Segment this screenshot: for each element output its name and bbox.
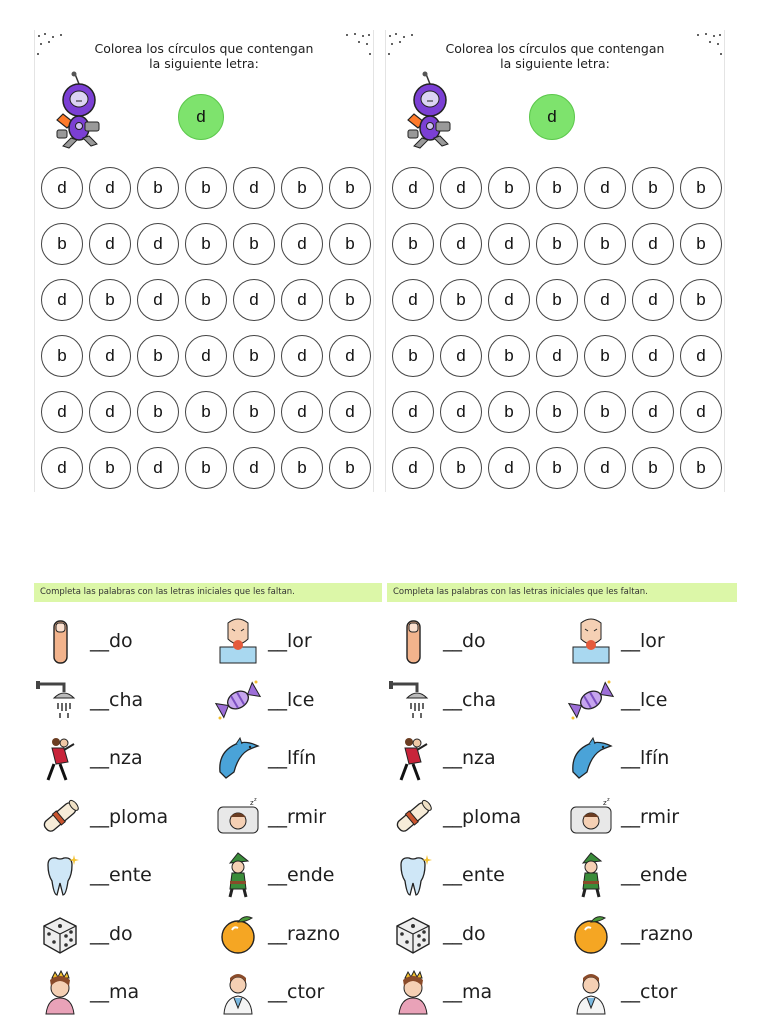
word-item	[387, 846, 557, 905]
peach-icon	[565, 910, 617, 958]
word-column-2	[565, 612, 735, 1022]
grid-row	[38, 216, 374, 272]
letter-circle[interactable]: d	[440, 391, 482, 433]
letter-circle[interactable]: d	[233, 447, 275, 489]
word-column-1	[34, 612, 204, 1022]
letter-circle[interactable]: d	[440, 223, 482, 265]
queen-icon	[34, 968, 86, 1016]
letter-circle[interactable]: d	[137, 447, 179, 489]
word-item	[565, 788, 735, 847]
letter-circle[interactable]: d	[185, 335, 227, 377]
letter-circle[interactable]: b	[632, 167, 674, 209]
letter-circle[interactable]: d	[392, 391, 434, 433]
letter-circle[interactable]: b	[488, 391, 530, 433]
sore-throat-icon	[212, 617, 264, 665]
letter-circle[interactable]: b	[536, 279, 578, 321]
letter-circle[interactable]: b	[680, 447, 722, 489]
word-item	[565, 729, 735, 788]
grid-row	[389, 384, 725, 440]
letter-circle[interactable]: b	[137, 167, 179, 209]
grid-row	[38, 272, 374, 328]
word-blank[interactable]: __lce	[621, 688, 668, 711]
letter-circle[interactable]: b	[233, 335, 275, 377]
word-blank[interactable]: __cha	[443, 688, 497, 711]
letter-circle[interactable]: b	[185, 447, 227, 489]
letter-circle[interactable]: b	[185, 223, 227, 265]
grid-row	[38, 160, 374, 216]
letter-circle[interactable]: b	[488, 335, 530, 377]
word-blank[interactable]: __lor	[268, 630, 312, 653]
sleeping-icon	[212, 793, 264, 841]
letter-circle[interactable]: b	[536, 167, 578, 209]
letter-circle[interactable]: b	[584, 391, 626, 433]
word-blank[interactable]: __do	[443, 922, 486, 945]
letter-worksheet-left	[34, 30, 374, 492]
word-item	[565, 846, 735, 905]
letter-grid	[389, 160, 725, 496]
word-blank[interactable]: __rmir	[621, 805, 680, 828]
worksheet-title	[416, 41, 694, 71]
letter-circle[interactable]: d	[233, 167, 275, 209]
word-item	[212, 905, 382, 964]
word-item	[34, 788, 204, 847]
word-blank[interactable]: __rmir	[268, 805, 327, 828]
word-item	[212, 788, 382, 847]
letter-circle[interactable]: b	[137, 391, 179, 433]
worksheet-title	[65, 41, 343, 71]
letter-circle[interactable]: d	[41, 279, 83, 321]
letter-circle[interactable]: d	[89, 223, 131, 265]
letter-circle[interactable]: d	[392, 279, 434, 321]
target-letter-circle: d	[529, 94, 575, 140]
dolphin-icon	[565, 734, 617, 782]
letter-circle[interactable]: b	[329, 279, 371, 321]
svg-text:z: z	[607, 796, 610, 803]
letter-circle[interactable]: b	[584, 335, 626, 377]
elf-icon	[565, 851, 617, 899]
letter-circle[interactable]: b	[392, 223, 434, 265]
word-blank[interactable]: __lor	[621, 630, 665, 653]
word-item	[387, 963, 557, 1022]
word-blank[interactable]: __lce	[268, 688, 315, 711]
grid-row	[389, 328, 725, 384]
word-blank[interactable]: __cha	[90, 688, 144, 711]
letter-circle[interactable]: b	[41, 335, 83, 377]
letter-circle[interactable]: b	[680, 279, 722, 321]
queen-icon	[387, 968, 439, 1016]
letter-circle[interactable]: d	[41, 167, 83, 209]
word-item	[565, 612, 735, 671]
finger-icon	[34, 617, 86, 665]
letter-circle[interactable]: d	[281, 223, 323, 265]
letter-circle[interactable]: b	[329, 223, 371, 265]
letter-circle[interactable]: d	[440, 335, 482, 377]
word-item	[387, 612, 557, 671]
robot-icon	[400, 70, 456, 150]
word-blank[interactable]: __do	[90, 922, 133, 945]
tooth-icon	[34, 851, 86, 899]
letter-circle[interactable]: d	[584, 167, 626, 209]
title-line-1: Colorea los círculos que contengan	[445, 41, 665, 56]
diploma-icon	[34, 793, 86, 841]
elf-icon	[212, 851, 264, 899]
word-blank[interactable]: __lfín	[268, 747, 317, 770]
word-blank[interactable]: __lfín	[621, 747, 670, 770]
letter-circle[interactable]: b	[89, 447, 131, 489]
word-column-2	[212, 612, 382, 1022]
dancers-icon	[387, 734, 439, 782]
letter-circle[interactable]: d	[488, 223, 530, 265]
letter-circle[interactable]: b	[281, 447, 323, 489]
letter-circle[interactable]: b	[329, 447, 371, 489]
letter-circle[interactable]: d	[584, 279, 626, 321]
svg-text:z: z	[254, 796, 257, 803]
word-item	[212, 729, 382, 788]
letter-circle[interactable]: b	[185, 279, 227, 321]
letter-circle[interactable]: b	[41, 223, 83, 265]
grid-row	[38, 328, 374, 384]
grid-row	[389, 440, 725, 496]
letter-circle[interactable]: b	[536, 223, 578, 265]
word-item	[212, 671, 382, 730]
letter-circle[interactable]: b	[488, 167, 530, 209]
letter-circle[interactable]: b	[233, 391, 275, 433]
word-item	[34, 671, 204, 730]
letter-circle[interactable]: d	[233, 279, 275, 321]
word-item	[387, 788, 557, 847]
letter-circle[interactable]: b	[392, 335, 434, 377]
tooth-icon	[387, 851, 439, 899]
word-item	[212, 612, 382, 671]
word-blank[interactable]: __ma	[90, 981, 140, 1004]
letter-circle[interactable]: d	[281, 279, 323, 321]
dice-icon	[387, 910, 439, 958]
letter-circle[interactable]: d	[137, 279, 179, 321]
grid-row	[389, 272, 725, 328]
word-blank[interactable]: __nza	[90, 747, 143, 770]
word-item	[34, 729, 204, 788]
doctor-icon	[212, 968, 264, 1016]
word-blank[interactable]: __ende	[621, 864, 688, 887]
dancers-icon	[34, 734, 86, 782]
letter-circle[interactable]: d	[440, 167, 482, 209]
letter-circle[interactable]: b	[584, 223, 626, 265]
letter-circle[interactable]: b	[185, 167, 227, 209]
letter-circle[interactable]: d	[632, 391, 674, 433]
letter-circle[interactable]: d	[488, 447, 530, 489]
finger-icon	[387, 617, 439, 665]
sleeping-icon	[565, 793, 617, 841]
word-column-1	[387, 612, 557, 1022]
candy-icon	[212, 676, 264, 724]
word-item	[387, 905, 557, 964]
letter-circle[interactable]: d	[329, 391, 371, 433]
grid-row	[38, 440, 374, 496]
svg-text:z: z	[603, 798, 607, 807]
word-item	[565, 905, 735, 964]
word-blank[interactable]: __ma	[443, 981, 493, 1004]
letter-circle[interactable]: b	[185, 391, 227, 433]
target-letter-circle: d	[178, 94, 224, 140]
letter-circle[interactable]: d	[536, 335, 578, 377]
letter-circle[interactable]: b	[329, 167, 371, 209]
letter-circle[interactable]: d	[392, 167, 434, 209]
word-item	[212, 846, 382, 905]
word-item	[565, 963, 735, 1022]
word-item	[565, 671, 735, 730]
letter-circle[interactable]: b	[680, 167, 722, 209]
instruction-banner: Completa las palabras con las letras iniciales que les faltan.	[34, 583, 382, 602]
word-item	[34, 846, 204, 905]
word-item	[387, 671, 557, 730]
letter-circle[interactable]: d	[281, 391, 323, 433]
letter-circle[interactable]: d	[632, 279, 674, 321]
doctor-icon	[565, 968, 617, 1016]
robot-icon	[49, 70, 105, 150]
letter-circle[interactable]: d	[89, 167, 131, 209]
letter-circle[interactable]: b	[281, 167, 323, 209]
letter-circle[interactable]: d	[41, 447, 83, 489]
grid-row	[389, 216, 725, 272]
word-blank[interactable]: __razno	[621, 922, 694, 945]
title-line-2: la siguiente letra:	[500, 56, 610, 71]
title-line-2: la siguiente letra:	[149, 56, 259, 71]
letter-circle[interactable]: b	[233, 223, 275, 265]
diploma-icon	[387, 793, 439, 841]
letter-circle[interactable]: d	[329, 335, 371, 377]
letter-circle[interactable]: d	[632, 223, 674, 265]
word-blank[interactable]: __ploma	[443, 805, 522, 828]
svg-text:z: z	[250, 798, 254, 807]
letter-circle[interactable]: d	[281, 335, 323, 377]
letter-grid	[38, 160, 374, 496]
title-line-1: Colorea los círculos que contengan	[94, 41, 314, 56]
word-blank[interactable]: __ente	[443, 864, 505, 887]
dice-icon	[34, 910, 86, 958]
word-blank[interactable]: __nza	[443, 747, 496, 770]
letter-circle[interactable]: b	[536, 391, 578, 433]
grid-row	[38, 384, 374, 440]
letter-worksheet-right	[385, 30, 725, 492]
letter-circle[interactable]: d	[680, 335, 722, 377]
dolphin-icon	[212, 734, 264, 782]
letter-circle[interactable]: b	[137, 335, 179, 377]
sore-throat-icon	[565, 617, 617, 665]
letter-circle[interactable]: b	[89, 279, 131, 321]
word-item	[34, 612, 204, 671]
peach-icon	[212, 910, 264, 958]
letter-circle[interactable]: d	[89, 391, 131, 433]
letter-circle[interactable]: d	[89, 335, 131, 377]
shower-icon	[34, 676, 86, 724]
word-blank[interactable]: __do	[90, 630, 133, 653]
letter-circle[interactable]: d	[632, 335, 674, 377]
letter-circle[interactable]: b	[440, 447, 482, 489]
word-blank[interactable]: __ploma	[90, 805, 169, 828]
word-blank[interactable]: __ctor	[621, 981, 678, 1004]
letter-circle[interactable]: b	[440, 279, 482, 321]
letter-circle[interactable]: b	[680, 223, 722, 265]
word-blank[interactable]: __ende	[268, 864, 335, 887]
instruction-banner: Completa las palabras con las letras iniciales que les faltan.	[387, 583, 737, 602]
word-blank[interactable]: __razno	[268, 922, 341, 945]
word-blank[interactable]: __do	[443, 630, 486, 653]
word-item	[34, 963, 204, 1022]
word-item	[212, 963, 382, 1022]
candy-icon	[565, 676, 617, 724]
word-blank[interactable]: __ctor	[268, 981, 325, 1004]
letter-circle[interactable]: d	[137, 223, 179, 265]
letter-circle[interactable]: d	[41, 391, 83, 433]
letter-circle[interactable]: d	[584, 447, 626, 489]
word-blank[interactable]: __ente	[90, 864, 152, 887]
shower-icon	[387, 676, 439, 724]
letter-circle[interactable]: b	[632, 447, 674, 489]
word-item	[34, 905, 204, 964]
word-item	[387, 729, 557, 788]
letter-circle[interactable]: b	[536, 447, 578, 489]
letter-circle[interactable]: d	[488, 279, 530, 321]
letter-circle[interactable]: d	[392, 447, 434, 489]
grid-row	[389, 160, 725, 216]
letter-circle[interactable]: d	[680, 391, 722, 433]
